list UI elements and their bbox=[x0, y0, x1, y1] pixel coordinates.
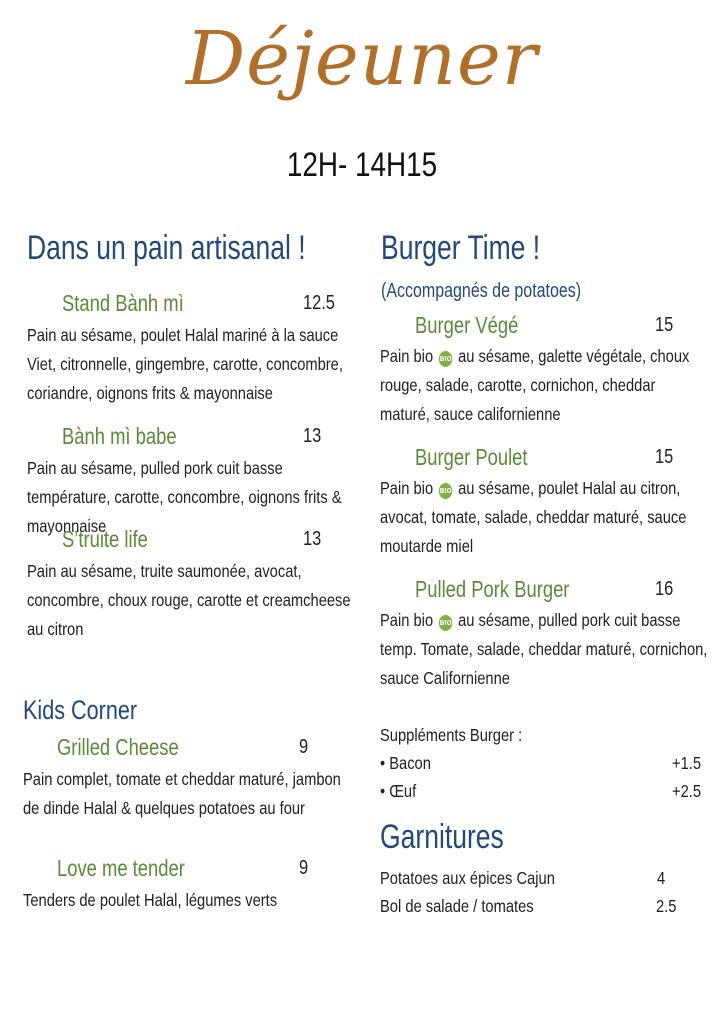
item-price: 15 bbox=[655, 446, 674, 468]
item-price: 9 bbox=[299, 736, 309, 758]
supplement-label: • Bacon bbox=[380, 753, 431, 773]
garniture-price: 2.5 bbox=[656, 896, 677, 916]
item-name: Pulled Pork Burger bbox=[415, 576, 570, 602]
garnitures-title: Garnitures bbox=[380, 818, 504, 856]
item-price: 12.5 bbox=[303, 292, 335, 314]
item-description bbox=[380, 474, 701, 561]
item-name: Burger Végé bbox=[415, 312, 519, 338]
item-price: 9 bbox=[299, 857, 309, 879]
item-name: Love me tender bbox=[57, 855, 185, 881]
garniture-price: 4 bbox=[657, 868, 666, 888]
kids-corner-title: Kids Corner bbox=[23, 695, 138, 725]
item-name: Burger Poulet bbox=[415, 444, 528, 470]
desc-start: Pain bio bbox=[380, 610, 434, 630]
supplements-title: Suppléments Burger : bbox=[380, 725, 523, 745]
item-price: 16 bbox=[655, 578, 674, 600]
item-description bbox=[380, 342, 709, 429]
item-description: Pain complet, tomate et cheddar maturé, jambon de dinde Halal & quelques potatoes au four bbox=[23, 769, 341, 818]
desc-rest: au sésame, pulled pork cuit basse temp. Tomate, salade, cheddar maturé, cornichon, sauce Californienne bbox=[380, 610, 708, 688]
item-description: Pain au sésame, pulled pork cuit basse température, carotte, concombre, oignons frits & mayonnaise bbox=[27, 458, 342, 536]
section-title-burger: Burger Time ! bbox=[381, 229, 541, 267]
item-name: Grilled Cheese bbox=[57, 734, 179, 760]
desc-rest: au sésame, galette végétale, choux rouge, salade, carotte, cornichon, cheddar maturé, sauce californienne bbox=[380, 346, 690, 424]
item-name: Bành mì babe bbox=[62, 423, 177, 449]
page-title: Déjeuner bbox=[185, 16, 539, 102]
bio-icon: BIO bbox=[439, 351, 452, 367]
item-name: S’truite life bbox=[62, 526, 148, 552]
desc-start: Pain bio bbox=[380, 346, 434, 366]
item-description: Pain au sésame, poulet Halal mariné à la sauce Viet, citronnelle, gingembre, carotte, concombre, coriandre, oignons frits & mayonnaise bbox=[27, 325, 343, 403]
desc-rest: au sésame, poulet Halal au citron, avocat, tomate, salade, cheddar maturé, sauce moutarde miel bbox=[380, 478, 687, 556]
section-subtitle: (Accompagnés de potatoes) bbox=[381, 280, 582, 302]
item-name: Stand Bành mì bbox=[62, 290, 184, 316]
item-description: Tenders de poulet Halal, légumes verts bbox=[23, 890, 278, 910]
garniture-label: Potatoes aux épices Cajun bbox=[380, 868, 555, 888]
bio-icon: BIO bbox=[439, 615, 452, 631]
item-price: 15 bbox=[655, 314, 674, 336]
supplement-price: +2.5 bbox=[672, 781, 702, 801]
desc-start: Pain bio bbox=[380, 478, 434, 498]
item-price: 13 bbox=[303, 528, 322, 550]
item-description: Pain au sésame, truite saumonée, avocat, concombre, choux rouge, carotte et creamcheese au citron bbox=[27, 561, 351, 639]
supplement-price: +1.5 bbox=[672, 753, 702, 773]
garniture-label: Bol de salade / tomates bbox=[380, 896, 534, 916]
item-price: 13 bbox=[303, 425, 322, 447]
supplement-label: • Œuf bbox=[380, 781, 417, 801]
opening-hours: 12H- 14H15 bbox=[286, 146, 438, 184]
section-title-artisanal: Dans un pain artisanal ! bbox=[27, 229, 306, 267]
bio-icon: BIO bbox=[439, 483, 452, 499]
item-description bbox=[380, 606, 709, 693]
